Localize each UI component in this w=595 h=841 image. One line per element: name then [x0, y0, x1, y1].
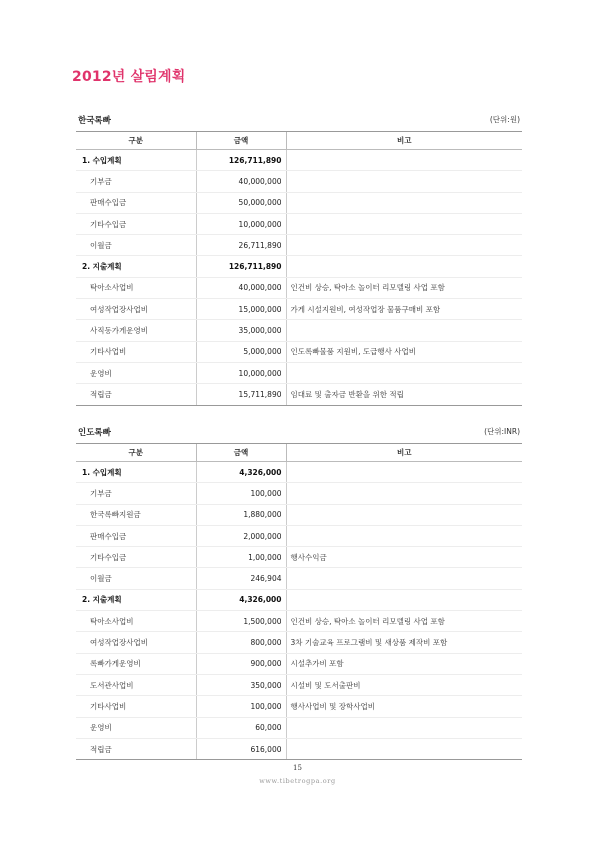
row-category: 기타사업비: [76, 341, 196, 362]
row-amount: 35,000,000: [196, 320, 286, 341]
row-amount: 15,711,890: [196, 384, 286, 405]
row-note: 인건비 상승, 탁아소 놀이터 리모델링 사업 포함: [286, 277, 522, 298]
row-amount: 246,904: [196, 568, 286, 589]
row-amount: 40,000,000: [196, 277, 286, 298]
row-amount: 4,326,000: [196, 462, 286, 483]
row-category: 이월금: [76, 235, 196, 256]
table-header-row: [76, 132, 522, 150]
column-header-category: 구분: [76, 132, 196, 150]
row-note: [286, 235, 522, 256]
row-category: 판매수입금: [76, 192, 196, 213]
row-category: 여성작업장사업비: [76, 632, 196, 653]
row-category: 탁아소사업비: [76, 611, 196, 632]
row-note: [286, 717, 522, 738]
row-note: 임대료 및 출자금 반환을 위한 적립: [286, 384, 522, 405]
row-note: [286, 738, 522, 759]
row-category: 도서관사업비: [76, 674, 196, 695]
table-row: [76, 213, 522, 234]
row-category: 2. 지출계획: [76, 589, 196, 610]
website-url: www.tibetrogpa.org: [259, 777, 336, 785]
section-header: [76, 426, 522, 440]
row-category: 기타수입금: [76, 213, 196, 234]
row-category: 운영비: [76, 717, 196, 738]
row-note: 가게 시설지원비, 여성작업장 물품구매비 포함: [286, 299, 522, 320]
table-row: [76, 235, 522, 256]
budget-table: [76, 443, 522, 760]
column-header-category: 구분: [76, 444, 196, 462]
row-category: 록빠가게운영비: [76, 653, 196, 674]
table-row: [76, 341, 522, 362]
group-row: [76, 462, 522, 483]
unit-label: (단위:원): [489, 115, 520, 124]
row-category: 기부금: [76, 171, 196, 192]
row-amount: 10,000,000: [196, 213, 286, 234]
row-amount: 5,000,000: [196, 341, 286, 362]
row-category: 운영비: [76, 362, 196, 383]
row-note: [286, 589, 522, 610]
row-note: [286, 213, 522, 234]
row-amount: 900,000: [196, 653, 286, 674]
page-number: 15: [293, 764, 302, 772]
page-title: 2012년 살림계획: [72, 69, 186, 85]
column-header-note: 비고: [286, 132, 522, 150]
row-category: 적립금: [76, 384, 196, 405]
row-category: 적립금: [76, 738, 196, 759]
table-row: [76, 483, 522, 504]
section-title: 인도록빠: [78, 428, 111, 438]
row-note: [286, 483, 522, 504]
row-amount: 800,000: [196, 632, 286, 653]
row-note: [286, 462, 522, 483]
table-row: [76, 653, 522, 674]
row-category: 기부금: [76, 483, 196, 504]
table-row: [76, 632, 522, 653]
table-row: [76, 696, 522, 717]
row-note: [286, 362, 522, 383]
row-note: 시설추가비 포함: [286, 653, 522, 674]
row-note: 행사사업비 및 장학사업비: [286, 696, 522, 717]
row-note: [286, 150, 522, 171]
table-row: [76, 525, 522, 546]
row-category: 사직동가게운영비: [76, 320, 196, 341]
row-amount: 350,000: [196, 674, 286, 695]
table-row: [76, 171, 522, 192]
row-amount: 126,711,890: [196, 150, 286, 171]
section-title: 한국록빠: [78, 116, 111, 126]
row-note: [286, 320, 522, 341]
row-category: 탁아소사업비: [76, 277, 196, 298]
row-amount: 26,711,890: [196, 235, 286, 256]
row-category: 이월금: [76, 568, 196, 589]
row-amount: 10,000,000: [196, 362, 286, 383]
table-row: [76, 192, 522, 213]
row-category: 2. 지출계획: [76, 256, 196, 277]
table-row: [76, 362, 522, 383]
group-row: [76, 589, 522, 610]
row-category: 기타사업비: [76, 696, 196, 717]
column-header-amount: 금액: [196, 444, 286, 462]
table-header-row: [76, 444, 522, 462]
section-header: [76, 114, 522, 128]
row-amount: 15,000,000: [196, 299, 286, 320]
row-note: 3차 기술교육 프로그램비 및 새상품 제작비 포함: [286, 632, 522, 653]
row-note: 행사수익금: [286, 547, 522, 568]
table-row: [76, 674, 522, 695]
row-note: 인도록빠물품 지원비, 도급행사 사업비: [286, 341, 522, 362]
row-category: 1. 수입계획: [76, 462, 196, 483]
table-row: [76, 547, 522, 568]
column-header-amount: 금액: [196, 132, 286, 150]
row-note: [286, 525, 522, 546]
table-body: [76, 462, 522, 760]
table-row: [76, 504, 522, 525]
table-row: [76, 611, 522, 632]
table-row: [76, 738, 522, 759]
row-category: 1. 수입계획: [76, 150, 196, 171]
row-note: [286, 256, 522, 277]
table-row: [76, 277, 522, 298]
row-note: 인건비 상승, 탁아소 놀이터 리모델링 사업 포함: [286, 611, 522, 632]
row-amount: 50,000,000: [196, 192, 286, 213]
column-header-note: 비고: [286, 444, 522, 462]
unit-label: (단위:INR): [484, 427, 520, 436]
row-amount: 60,000: [196, 717, 286, 738]
row-amount: 2,000,000: [196, 525, 286, 546]
row-amount: 100,000: [196, 696, 286, 717]
row-amount: 126,711,890: [196, 256, 286, 277]
section-korea-rogpa: [76, 114, 522, 406]
row-note: 시설비 및 도서출판비: [286, 674, 522, 695]
row-amount: 1,880,000: [196, 504, 286, 525]
table-row: [76, 568, 522, 589]
group-row: [76, 256, 522, 277]
row-category: 판매수입금: [76, 525, 196, 546]
row-note: [286, 192, 522, 213]
table-row: [76, 299, 522, 320]
row-note: [286, 504, 522, 525]
group-row: [76, 150, 522, 171]
table-row: [76, 384, 522, 405]
section-india-rogpa: [76, 426, 522, 760]
row-category: 여성작업장사업비: [76, 299, 196, 320]
table-row: [76, 717, 522, 738]
row-amount: 4,326,000: [196, 589, 286, 610]
row-note: [286, 171, 522, 192]
table-row: [76, 320, 522, 341]
row-note: [286, 568, 522, 589]
table-body: [76, 150, 522, 406]
budget-table: [76, 131, 522, 406]
row-amount: 40,000,000: [196, 171, 286, 192]
row-amount: 1,00,000: [196, 547, 286, 568]
row-category: 기타수입금: [76, 547, 196, 568]
row-category: 한국록빠지원금: [76, 504, 196, 525]
row-amount: 1,500,000: [196, 611, 286, 632]
row-amount: 100,000: [196, 483, 286, 504]
row-amount: 616,000: [196, 738, 286, 759]
